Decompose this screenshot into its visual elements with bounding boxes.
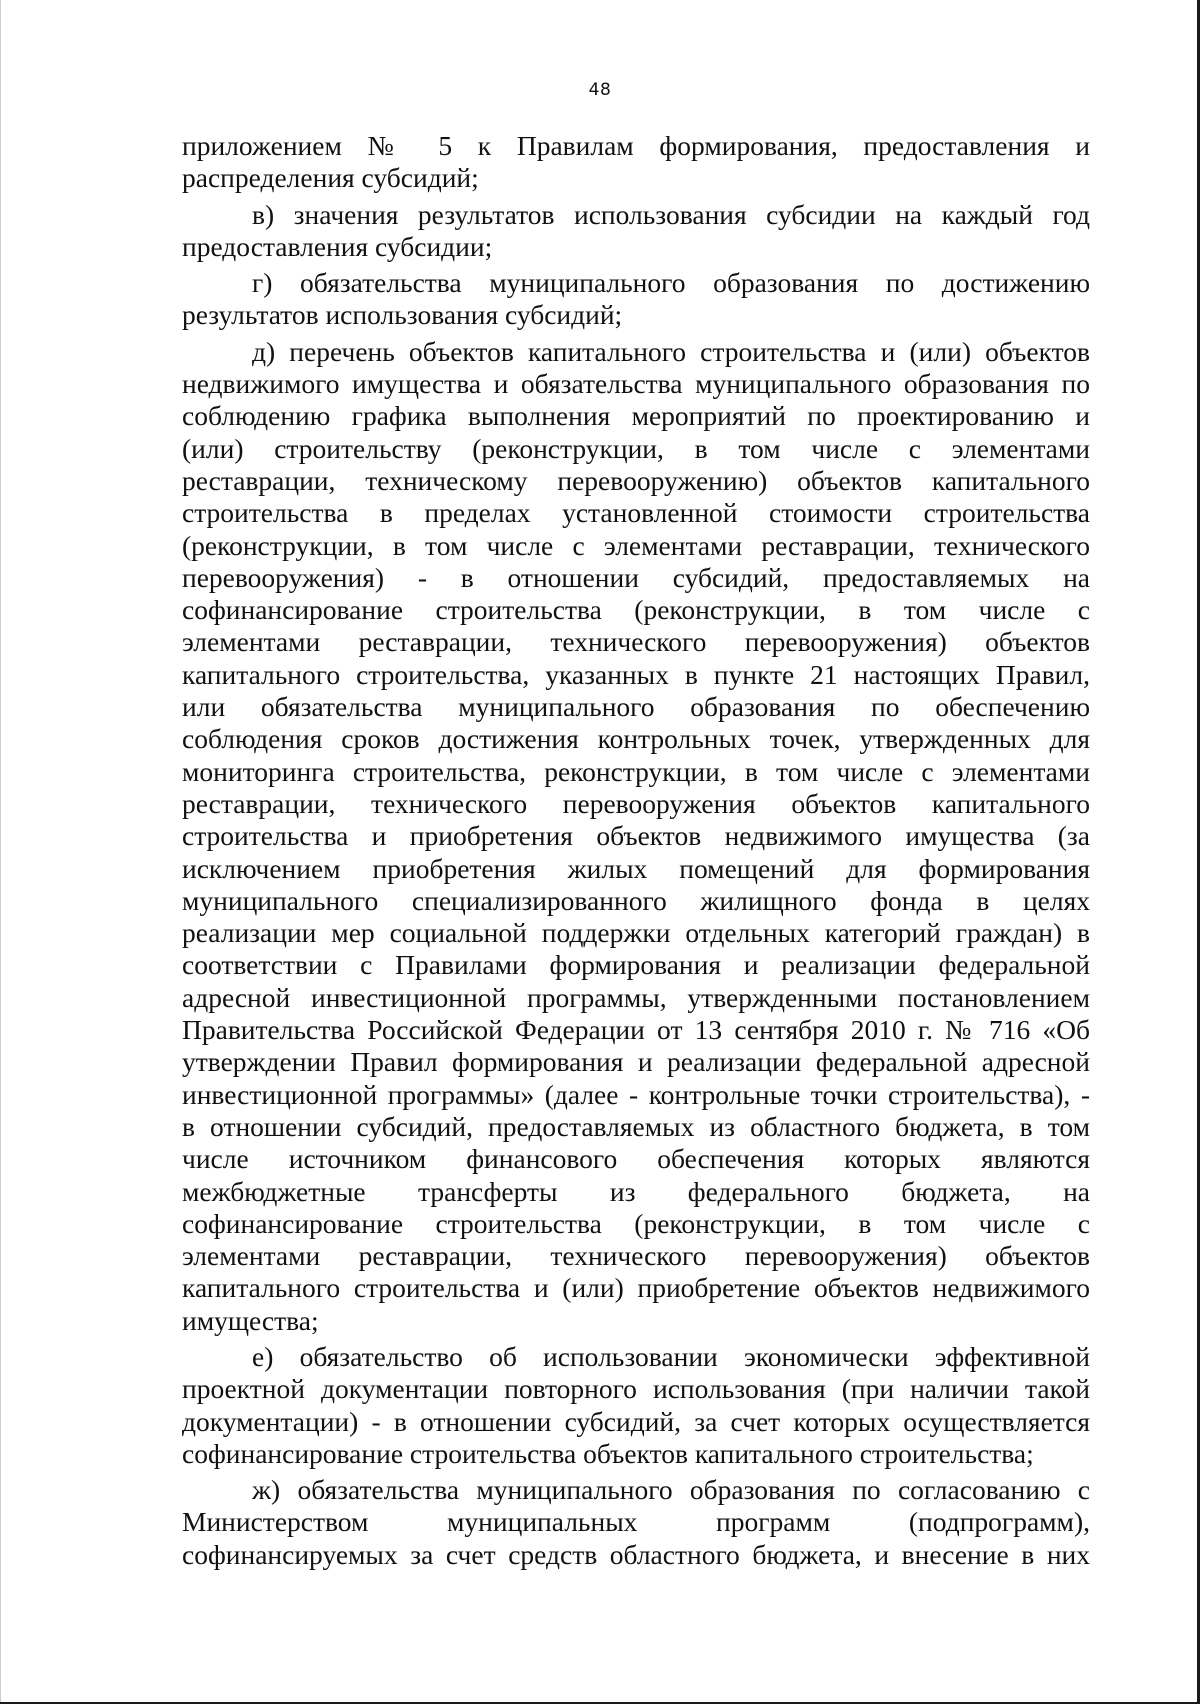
text-line: капитального строительства, указанных в пункте 21 настоящих Правил, [182, 658, 1090, 690]
text-line: межбюджетные трансферты из федерального бюджета, на [182, 1175, 1090, 1207]
paragraph [182, 336, 1090, 1337]
text-line: инвестиционной программы» (далее - контрольные точки строительства), - [182, 1078, 1090, 1110]
text-line: г) обязательства муниципального образования по достижению [252, 267, 1090, 299]
text-line: Министерством муниципальных программ (подпрограмм), [182, 1506, 1090, 1538]
text-line: или обязательства муниципального образования по обеспечению [182, 691, 1090, 723]
text-line: капитального строительства и (или) приобретение объектов недвижимого [182, 1272, 1090, 1304]
paragraph [182, 199, 1090, 264]
text-line: (или) строительству (реконструкции, в том числе с элементами [182, 432, 1090, 464]
text-line: в отношении субсидий, предоставляемых из областного бюджета, в том [182, 1110, 1090, 1142]
text-line: утверждении Правил формирования и реализации федеральной адресной [182, 1046, 1090, 1078]
text-line: соответствии с Правилами формирования и реализации федеральной [182, 949, 1090, 981]
text-line: е) обязательство об использовании экономически эффективной [252, 1340, 1090, 1372]
paragraph [182, 267, 1090, 332]
text-line: элементами реставрации, технического перевооружения) объектов [182, 1240, 1090, 1272]
text-line: недвижимого имущества и обязательства муниципального образования по [182, 368, 1090, 400]
text-line: строительства и приобретения объектов недвижимого имущества (за [182, 820, 1090, 852]
text-line: числе источником финансового обеспечения которых являются [182, 1143, 1090, 1175]
page-number: 48 [588, 80, 612, 100]
text-line: приложением № 5 к Правилам формирования, предоставления и [182, 130, 1090, 161]
text-line: софинансирование строительства (реконструкции, в том числе с [182, 1207, 1090, 1239]
text-line: перевооружения) - в отношении субсидий, предоставляемых на [182, 561, 1090, 593]
text-line: документации) - в отношении субсидий, за счет которых осуществляется [182, 1405, 1090, 1437]
text-line: ж) обязательства муниципального образования по согласованию с [252, 1474, 1090, 1506]
text-line: муниципального специализированного жилищного фонда в целях [182, 884, 1090, 916]
text-line: элементами реставрации, технического перевооружения) объектов [182, 626, 1090, 658]
scan-edge-left [0, 0, 1, 1704]
text-line: строительства в пределах установленной стоимости строительства [182, 497, 1090, 529]
text-line: исключением приобретения жилых помещений для формирования [182, 852, 1090, 884]
text-line: софинансируемых за счет средств областного бюджета, и внесение в них [182, 1538, 1090, 1570]
text-line: реставрации, технического перевооружения объектов капитального [182, 787, 1090, 819]
text-line: Правительства Российской Федерации от 13 сентября 2010 г. № 716 «Об [182, 1014, 1090, 1046]
paragraph [182, 1474, 1090, 1571]
text-line: результатов использования субсидий; [182, 299, 623, 331]
paragraph [182, 1341, 1090, 1470]
text-line: распределения субсидий; [182, 162, 479, 194]
text-line: д) перечень объектов капитального строительства и (или) объектов [252, 335, 1090, 367]
text-line: проектной документации повторного использования (при наличии такой [182, 1373, 1090, 1405]
text-line: софинансирование строительства объектов капитального строительства; [182, 1437, 1034, 1469]
document-body [182, 130, 1090, 1571]
text-line: (реконструкции, в том числе с элементами реставрации, технического [182, 529, 1090, 561]
text-line: в) значения результатов использования субсидии на каждый год [252, 198, 1090, 230]
text-line: адресной инвестиционной программы, утвержденными постановлением [182, 981, 1090, 1013]
text-line: мониторинга строительства, реконструкции, в том числе с элементами [182, 755, 1090, 787]
text-line: соблюдения сроков достижения контрольных точек, утвержденных для [182, 723, 1090, 755]
text-line: софинансирование строительства (реконструкции, в том числе с [182, 594, 1090, 626]
text-line: реставрации, техническому перевооружению) объектов капитального [182, 464, 1090, 496]
text-line: соблюдению графика выполнения мероприятий по проектированию и [182, 400, 1090, 432]
paragraph [182, 130, 1090, 195]
text-line: предоставления субсидии; [182, 230, 493, 262]
text-line: реализации мер социальной поддержки отдельных категорий граждан) в [182, 917, 1090, 949]
text-line: имущества; [182, 1304, 319, 1336]
